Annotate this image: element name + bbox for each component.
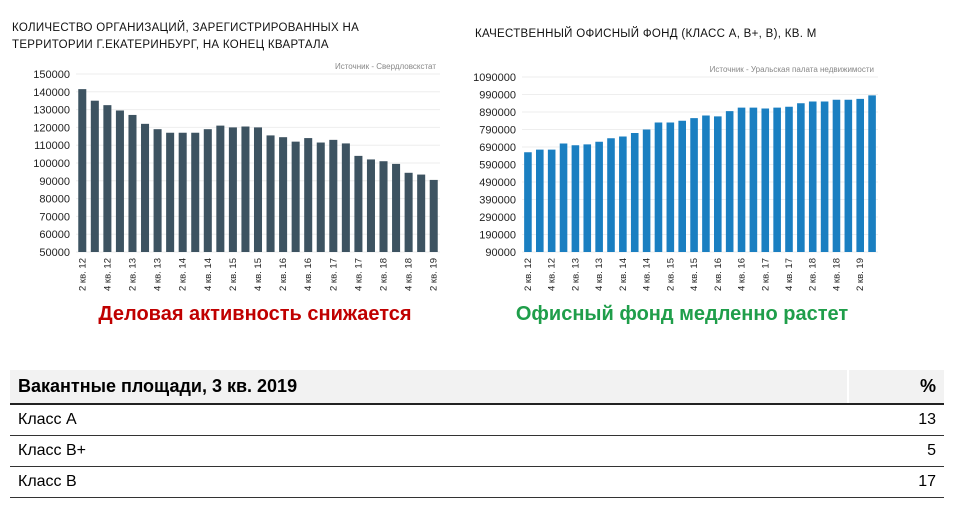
x-tick-label: 2 кв. 18 xyxy=(378,258,390,291)
bar xyxy=(354,156,362,252)
y-tick-label: 90000 xyxy=(485,247,516,259)
bar xyxy=(702,116,710,253)
bar xyxy=(809,102,817,253)
bar xyxy=(128,115,136,252)
bar xyxy=(868,95,876,252)
bar xyxy=(317,143,325,252)
x-tick-label: 2 кв. 17 xyxy=(760,258,772,291)
bar xyxy=(607,138,615,252)
bar xyxy=(655,123,663,253)
bar xyxy=(367,159,375,252)
bar xyxy=(833,100,841,252)
table-header xyxy=(10,370,944,404)
y-tick-label: 290000 xyxy=(479,212,516,224)
source-note: Источник - Свердловскстат xyxy=(334,62,436,71)
bar xyxy=(797,103,805,252)
y-tick-label: 90000 xyxy=(39,175,70,188)
y-tick-label: 140000 xyxy=(33,86,70,99)
bar xyxy=(267,135,275,252)
table-row xyxy=(10,404,944,436)
x-tick-label: 2 кв. 12 xyxy=(522,258,534,291)
bar xyxy=(191,133,199,252)
x-tick-label: 4 кв. 14 xyxy=(641,258,653,291)
x-tick-label: 2 кв. 18 xyxy=(807,258,819,291)
bar xyxy=(304,138,312,252)
row-value: 5 xyxy=(848,436,944,467)
y-tick-label: 190000 xyxy=(479,229,516,242)
row-value: 17 xyxy=(848,467,944,498)
x-tick-label: 2 кв. 14 xyxy=(617,258,629,291)
bar xyxy=(241,127,249,252)
bar xyxy=(279,137,287,252)
bar xyxy=(619,137,627,253)
x-tick-label: 4 кв. 15 xyxy=(689,258,701,291)
bar xyxy=(856,99,864,252)
left-chart-title: КОЛИЧЕСТВО ОРГАНИЗАЦИЙ, ЗАРЕГИСТРИРОВАННЫХ НА ТЕРРИТОРИИ Г.ЕКАТЕРИНБУРГ, НА КОНЕЦ КВАРТАЛА xyxy=(12,22,360,51)
y-tick-label: 890000 xyxy=(479,107,516,119)
bar xyxy=(548,150,556,252)
y-tick-label: 60000 xyxy=(39,229,70,242)
table-row xyxy=(10,436,944,467)
bar xyxy=(141,124,149,252)
bar xyxy=(595,142,603,252)
y-tick-label: 790000 xyxy=(479,124,516,137)
bar xyxy=(342,143,350,252)
vacancy-table xyxy=(10,370,944,498)
bar xyxy=(761,109,769,253)
right-caption: Офисный фонд медленно растет xyxy=(515,303,849,325)
y-tick-label: 80000 xyxy=(39,193,70,206)
bar xyxy=(179,133,187,252)
row-label: Класс В+ xyxy=(10,436,848,467)
bar xyxy=(166,133,174,252)
row-value: 13 xyxy=(848,404,944,436)
bar xyxy=(560,144,568,253)
x-tick-label: 4 кв. 17 xyxy=(784,258,795,291)
right-chart-title: КАЧЕСТВЕННЫЙ ОФИСНЫЙ ФОНД (КЛАСС А, В+, В), КВ. М xyxy=(475,28,817,40)
x-tick-label: 4 кв. 16 xyxy=(303,258,315,291)
x-tick-label: 4 кв. 15 xyxy=(253,258,264,291)
bar xyxy=(643,130,651,253)
y-tick-label: 50000 xyxy=(39,247,70,259)
x-tick-label: 2 кв. 19 xyxy=(855,258,867,291)
left-caption: Деловая активность снижается xyxy=(98,303,412,325)
bar xyxy=(116,110,124,252)
bar xyxy=(154,129,162,252)
x-tick-label: 2 кв. 15 xyxy=(227,258,239,291)
y-tick-label: 990000 xyxy=(479,89,516,102)
x-tick-label: 4 кв. 12 xyxy=(546,258,558,291)
bar xyxy=(524,152,532,252)
bar xyxy=(78,89,86,252)
y-tick-label: 150000 xyxy=(33,69,70,81)
bar xyxy=(254,127,262,252)
bar xyxy=(714,116,722,252)
bar xyxy=(204,129,212,252)
y-tick-label: 120000 xyxy=(33,122,70,135)
x-tick-label: 2 кв. 12 xyxy=(77,258,89,291)
bar xyxy=(405,173,413,252)
y-tick-label: 590000 xyxy=(479,159,516,172)
x-tick-label: 2 кв. 15 xyxy=(665,258,677,291)
x-tick-label: 4 кв. 13 xyxy=(594,258,606,291)
bar xyxy=(216,126,224,252)
bar xyxy=(738,108,746,252)
x-tick-label: 2 кв. 16 xyxy=(278,258,290,291)
x-tick-label: 2 кв. 13 xyxy=(127,258,139,291)
bar xyxy=(785,107,793,252)
x-tick-label: 4 кв. 18 xyxy=(403,258,415,291)
x-tick-label: 4 кв. 14 xyxy=(202,258,214,291)
x-tick-label: 4 кв. 17 xyxy=(353,258,365,291)
source-note: Источник - Уральская палата недвижимости xyxy=(709,65,874,74)
x-tick-label: 4 кв. 16 xyxy=(736,258,748,291)
y-tick-label: 70000 xyxy=(39,211,70,224)
bar xyxy=(536,150,544,252)
y-tick-label: 390000 xyxy=(479,194,516,207)
x-tick-label: 4 кв. 12 xyxy=(102,258,114,291)
x-tick-label: 4 кв. 13 xyxy=(152,258,164,291)
bar xyxy=(821,102,829,253)
bar xyxy=(667,123,675,253)
table-row xyxy=(10,467,944,498)
bar xyxy=(690,118,698,252)
x-tick-label: 2 кв. 16 xyxy=(712,258,724,291)
x-tick-label: 2 кв. 14 xyxy=(177,258,189,291)
bar xyxy=(583,144,591,252)
unit-header: % xyxy=(848,370,944,404)
bar xyxy=(631,133,639,252)
bar xyxy=(103,105,111,252)
bar xyxy=(229,127,237,252)
y-tick-label: 130000 xyxy=(33,104,70,117)
bar xyxy=(329,140,337,252)
row-label: Класс В xyxy=(10,467,848,498)
bar xyxy=(750,108,758,252)
x-tick-label: 2 кв. 19 xyxy=(428,258,440,291)
table-title: Вакантные площади, 3 кв. 2019 xyxy=(10,370,848,404)
bar xyxy=(726,111,734,252)
bar xyxy=(678,121,686,252)
y-tick-label: 690000 xyxy=(479,142,516,154)
x-tick-label: 2 кв. 17 xyxy=(328,258,340,291)
bar xyxy=(845,100,853,252)
y-tick-label: 1090000 xyxy=(473,72,516,84)
x-tick-label: 4 кв. 18 xyxy=(831,258,843,291)
y-tick-label: 100000 xyxy=(33,158,70,170)
bar xyxy=(91,101,99,252)
bar xyxy=(430,180,438,252)
bar xyxy=(392,164,400,252)
bar xyxy=(417,175,425,252)
bar xyxy=(380,161,388,252)
row-label: Класс А xyxy=(10,404,848,436)
y-tick-label: 490000 xyxy=(479,177,516,189)
x-tick-label: 2 кв. 13 xyxy=(570,258,582,291)
bar xyxy=(292,142,300,252)
bar xyxy=(773,108,781,252)
y-tick-label: 110000 xyxy=(34,140,70,153)
bar xyxy=(572,145,580,252)
